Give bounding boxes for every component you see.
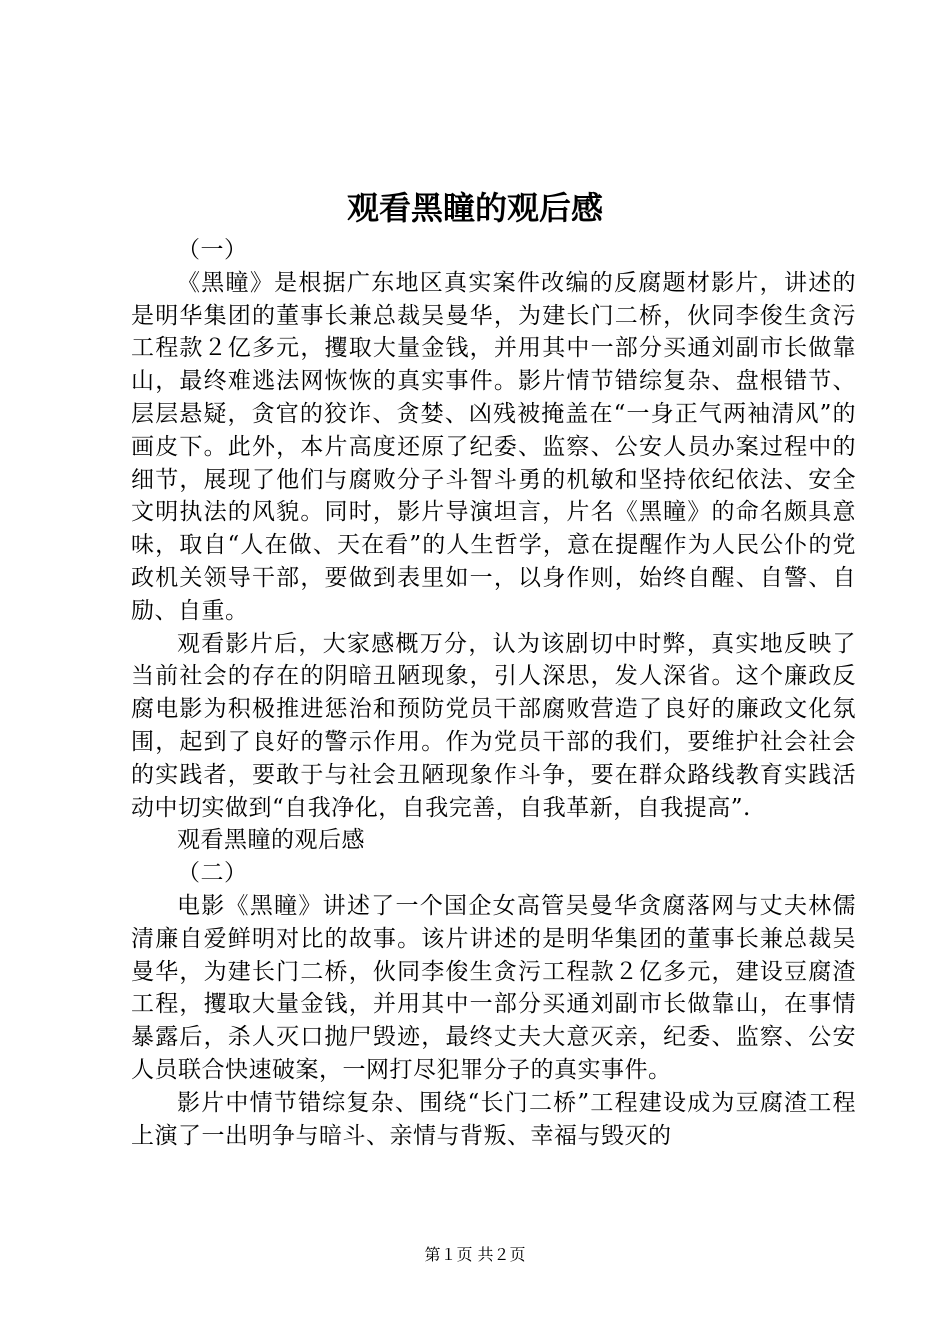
paragraph-2: 观看影片后，大家感概万分，认为该剧切中时弊，真实地反映了当前社会的存在的阴暗丑陋现象，引人深思，发人深省。这个廉政反腐电影为积极推进惩治和预防党员干部腐败营造了良好的廉政文化氛围，起到了良好的警示作用。作为党员干部的我们，要维护社会社会的实践者，要敢于与社会丑陋现象作斗争，要在群众路线教育实践活动中切实做到“自我净化，自我完善，自我革新，自我提高”. bbox=[131, 630, 856, 821]
paragraph-3: 电影《黑瞳》讲述了一个国企女高管吴曼华贪腐落网与丈夫林儒清廉自爱鲜明对比的故事。该片讲述的是明华集团的董事长兼总裁吴曼华，为建长门二桥，伙同李俊生贪污工程款２亿多元，建设豆腐渣工程，攫取大量金钱，并用其中一部分买通刘副市长做靠山，在事情暴露后，杀人灭口抛尸毁迹，最终丈夫大意灭亲，纪委、监察、公安人员联合快速破案，一网打尽犯罪分子的真实事件。 bbox=[131, 892, 856, 1083]
page-footer: 第１页 共２页 bbox=[424, 1245, 526, 1264]
paragraph-4: 影片中情节错综复杂、围绕“长门二桥”工程建设成为豆腐渣工程上演了一出明争与暗斗、亲情与背叛、幸福与毁灭的 bbox=[131, 1089, 856, 1149]
section-label-1: （一） bbox=[177, 237, 248, 263]
document-body bbox=[131, 234, 856, 1152]
section-label-2: （二） bbox=[177, 860, 248, 887]
paragraph-1: 《黑瞳》是根据广东地区真实案件改编的反腐题材影片，讲述的是明华集团的董事长兼总裁吴曼华，为建长门二桥，伙同李俊生贪污工程款２亿多元，攫取大量金钱，并用其中一部分买通刘副市长做靠山，最终难逃法网恢恢的真实事件。影片情节错综复杂、盘根错节、层层悬疑，贪官的狡诈、贪婪、凶残被掩盖在“一身正气两袖清风”的画皮下。此外，本片高度还原了纪委、监察、公安人员办案过程中的细节，展现了他们与腐败分子斗智斗勇的机敏和坚持依纪依法、安全文明执法的风貌。同时，影片导演坦言，片名《黑瞳》的命名颇具意味，取自“人在做、天在看”的人生哲学，意在提醒作为人民公仆的党政机关领导干部，要做到表里如一，以身作则，始终自醒、自警、自励、自重。 bbox=[131, 269, 856, 624]
page-title: 观看黑瞳的观后感 bbox=[346, 189, 603, 227]
subheading: 观看黑瞳的观后感 bbox=[177, 827, 365, 854]
